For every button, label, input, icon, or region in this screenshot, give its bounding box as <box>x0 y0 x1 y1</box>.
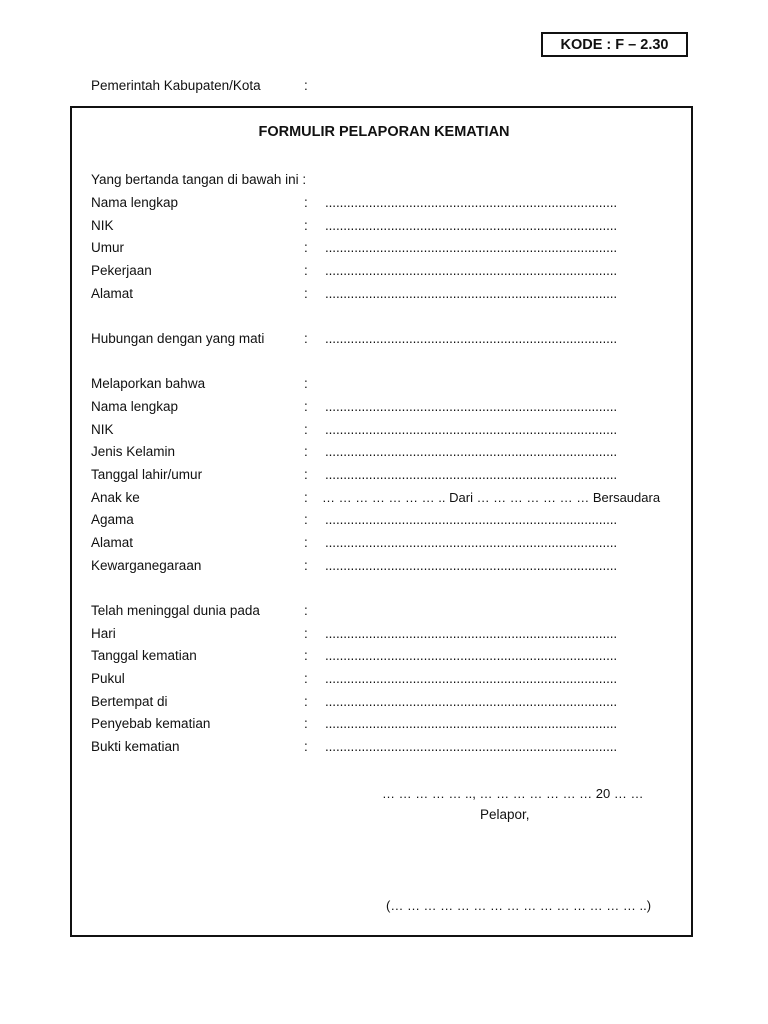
field-label: Penyebab kematian <box>91 716 211 731</box>
field-colon: : <box>304 512 308 527</box>
reporter-age-row <box>0 240 768 258</box>
deceased-address-row <box>0 535 768 553</box>
field-colon: : <box>304 626 308 641</box>
reporter-intro: Yang bertanda tangan di bawah ini : <box>91 172 307 187</box>
fill-line: ................................................................................ <box>325 422 618 437</box>
field-colon: : <box>304 490 308 505</box>
death-date-row <box>0 648 768 666</box>
field-colon: : <box>304 376 308 391</box>
field-label: Nama lengkap <box>91 399 179 414</box>
field-colon: : <box>304 671 308 686</box>
reporter-job-row <box>0 263 768 281</box>
fill-line: ................................................................................ <box>325 558 618 573</box>
deceased-nik-row <box>0 422 768 440</box>
relationship-row <box>0 331 768 349</box>
field-colon: : <box>304 286 308 301</box>
death-cause-row <box>0 716 768 734</box>
field-colon: : <box>304 648 308 663</box>
fill-line: ................................................................................ <box>325 626 618 641</box>
form-code-badge: KODE : F – 2.30 <box>541 32 688 57</box>
fill-line: ................................................................................ <box>325 399 618 414</box>
reporter-intro-row <box>0 172 768 190</box>
fill-line: ................................................................................ <box>325 739 618 754</box>
government-label: Pemerintah Kabupaten/Kota <box>91 78 261 93</box>
field-label: Jenis Kelamin <box>91 444 176 459</box>
deceased-citizenship-row <box>0 558 768 576</box>
field-label: Hubungan dengan yang mati <box>91 331 265 346</box>
field-colon: : <box>304 218 308 233</box>
signer-label: Pelapor, <box>480 807 530 822</box>
field-label: NIK <box>91 218 114 233</box>
signer-name-line: (… … … … … … … … … … … … … … … ..) <box>386 898 652 913</box>
field-colon: : <box>304 240 308 255</box>
fill-line: ................................................................................ <box>325 671 618 686</box>
fill-line: ................................................................................ <box>325 512 618 527</box>
field-label: Hari <box>91 626 116 641</box>
deceased-birth-row <box>0 467 768 485</box>
field-label: Bertempat di <box>91 694 168 709</box>
field-colon: : <box>304 444 308 459</box>
field-label: Agama <box>91 512 134 527</box>
field-label: Kewarganegaraan <box>91 558 202 573</box>
fill-line: ................................................................................ <box>325 648 618 663</box>
reporter-address-row <box>0 286 768 304</box>
deceased-religion-row <box>0 512 768 530</box>
deceased-intro-row <box>0 376 768 394</box>
field-colon: : <box>304 195 308 210</box>
reporter-name-row <box>0 195 768 213</box>
field-label: Alamat <box>91 286 134 301</box>
field-colon: : <box>304 694 308 709</box>
field-label: Tanggal kematian <box>91 648 197 663</box>
fill-line: ................................................................................ <box>325 263 618 278</box>
fill-line: ................................................................................ <box>325 286 618 301</box>
child-order-line: … … … … … … … .. Dari … … … … … … … Bersaudara <box>322 490 661 505</box>
fill-line: ................................................................................ <box>325 331 618 346</box>
death-intro-row <box>0 603 768 621</box>
fill-line: ................................................................................ <box>325 444 618 459</box>
death-evidence-row <box>0 739 768 757</box>
deceased-sex-row <box>0 444 768 462</box>
death-day-row <box>0 626 768 644</box>
fill-line: ................................................................................ <box>325 240 618 255</box>
government-colon: : <box>304 78 308 93</box>
deceased-name-row <box>0 399 768 417</box>
fill-line: ................................................................................ <box>325 694 618 709</box>
field-label: Anak ke <box>91 490 140 505</box>
field-label: Bukti kematian <box>91 739 180 754</box>
death-time-row <box>0 671 768 689</box>
field-colon: : <box>304 467 308 482</box>
field-label: Alamat <box>91 535 134 550</box>
fill-line: ................................................................................ <box>325 467 618 482</box>
field-label: Tanggal lahir/umur <box>91 467 203 482</box>
field-colon: : <box>304 422 308 437</box>
death-intro: Telah meninggal dunia pada <box>91 603 260 618</box>
fill-line: ................................................................................ <box>325 535 618 550</box>
signature-date-line: … … … … … .., … … … … … … … 20 … … <box>382 786 644 801</box>
field-colon: : <box>304 331 308 346</box>
field-colon: : <box>304 603 308 618</box>
fill-line: ................................................................................ <box>325 218 618 233</box>
field-label: Umur <box>91 240 124 255</box>
field-colon: : <box>304 399 308 414</box>
field-label: Nama lengkap <box>91 195 179 210</box>
fill-line: ................................................................................ <box>325 716 618 731</box>
field-colon: : <box>304 716 308 731</box>
field-colon: : <box>304 739 308 754</box>
field-colon: : <box>304 535 308 550</box>
deceased-child-order-row <box>0 490 768 508</box>
fill-line: ................................................................................ <box>325 195 618 210</box>
death-place-row <box>0 694 768 712</box>
field-label: Pukul <box>91 671 125 686</box>
form-title: FORMULIR PELAPORAN KEMATIAN <box>258 124 510 140</box>
field-colon: : <box>304 263 308 278</box>
field-label: NIK <box>91 422 114 437</box>
field-colon: : <box>304 558 308 573</box>
deceased-intro: Melaporkan bahwa <box>91 376 206 391</box>
field-label: Pekerjaan <box>91 263 152 278</box>
reporter-nik-row <box>0 218 768 236</box>
